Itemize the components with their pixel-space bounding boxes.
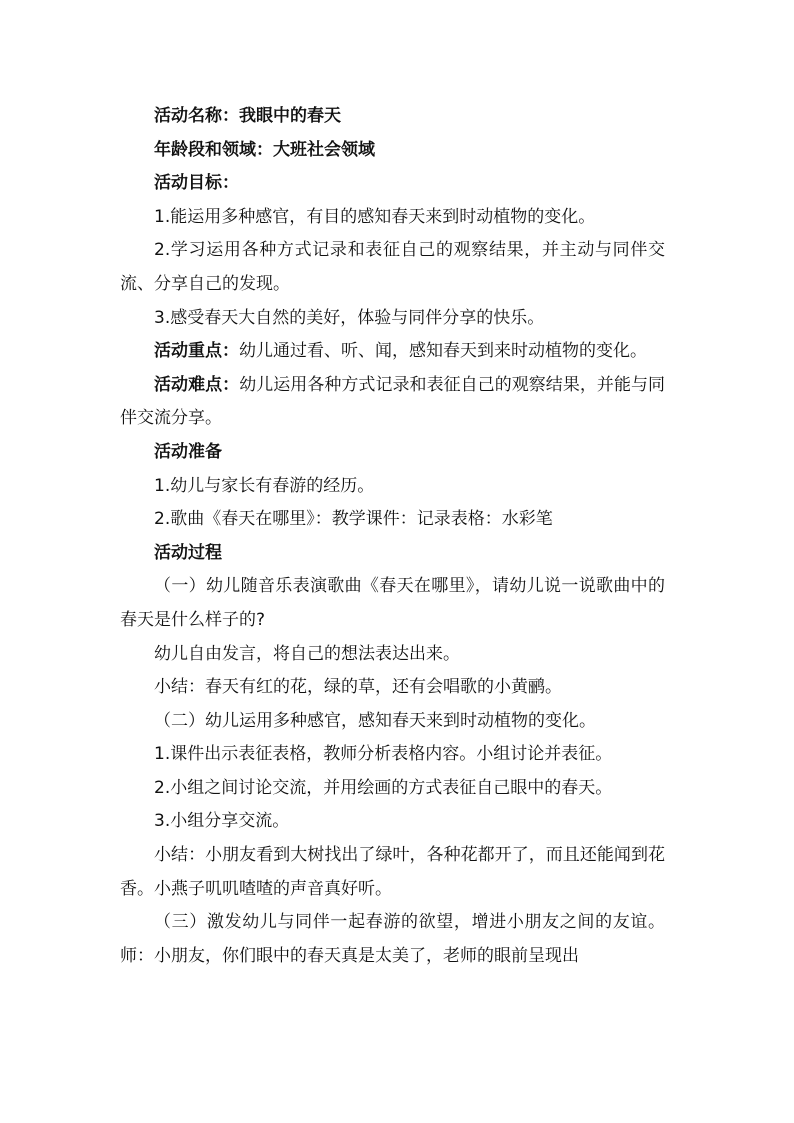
key-point-label: 活动重点： — [154, 341, 239, 362]
goal-item-1: 1.能运用多种感官，有目的感知春天来到时动植物的变化。 — [154, 206, 596, 227]
preparation-heading: 活动准备 — [154, 441, 222, 462]
age-domain-line — [120, 134, 665, 168]
process-paragraph-8: 小结：小朋友看到大树找出了绿叶，各种花都开了，而且还能闻到花香。小燕子叽叽喳喳的声音真好听。 — [120, 845, 665, 899]
age-domain-value: 大班社会领域 — [273, 139, 375, 160]
process-paragraph-9: （三）激发幼儿与同伴一起春游的欲望，增进小朋友之间的友谊。师：小朋友，你们眼中的春天真是太美了，老师的眼前呈现出 — [120, 912, 665, 966]
process-paragraph-2: 幼儿自由发言，将自己的想法表达出来。 — [154, 643, 460, 664]
activity-name-value: 我眼中的春天 — [239, 106, 341, 126]
process-paragraph-4: （二）幼儿运用多种感官，感知春天来到时动植物的变化。 — [154, 710, 596, 731]
activity-name-label: 活动名称： — [154, 106, 239, 126]
process-paragraph-5: 1.课件出示表征表格，教师分析表格内容。小组讨论并表征。 — [154, 744, 613, 765]
difficulty-label: 活动难点： — [154, 374, 240, 395]
process-heading: 活动过程 — [154, 542, 222, 563]
preparation-item-2: 2.歌曲《春天在哪里》：教学课件：记录表格：水彩笔 — [154, 509, 553, 530]
goals-heading: 活动目标： — [154, 173, 239, 194]
difficulty-paragraph — [120, 369, 665, 436]
key-point-paragraph — [120, 335, 665, 369]
process-paragraph-1: （一）幼儿随音乐表演歌曲《春天在哪里》，请幼儿说一说歌曲中的春天是什么样子的? — [120, 576, 665, 630]
process-paragraph-6: 2.小组之间讨论交流，并用绘画的方式表征自己眼中的春天。 — [154, 777, 613, 798]
age-domain-label: 年龄段和领域： — [154, 139, 273, 160]
preparation-item-1: 1.幼儿与家长有春游的经历。 — [154, 475, 375, 496]
goal-item-2: 2.学习运用各种方式记录和表征自己的观察结果，并主动与同伴交流、分享自己的发现。 — [120, 240, 665, 294]
process-paragraph-3: 小结：春天有红的花，绿的草，还有会唱歌的小黄鹂。 — [154, 677, 562, 698]
activity-name-line — [120, 100, 665, 134]
key-point-text: 幼儿通过看、听、闻，感知春天到来时动植物的变化。 — [239, 341, 647, 362]
document-body — [120, 100, 665, 973]
process-paragraph-7: 3.小组分享交流。 — [154, 811, 290, 832]
difficulty-text: 幼儿运用各种方式记录和表征自己的观察结果，并能与同伴交流分享。 — [120, 374, 666, 429]
goal-item-3: 3.感受春天大自然的美好，体验与同伴分享的快乐。 — [154, 307, 545, 328]
